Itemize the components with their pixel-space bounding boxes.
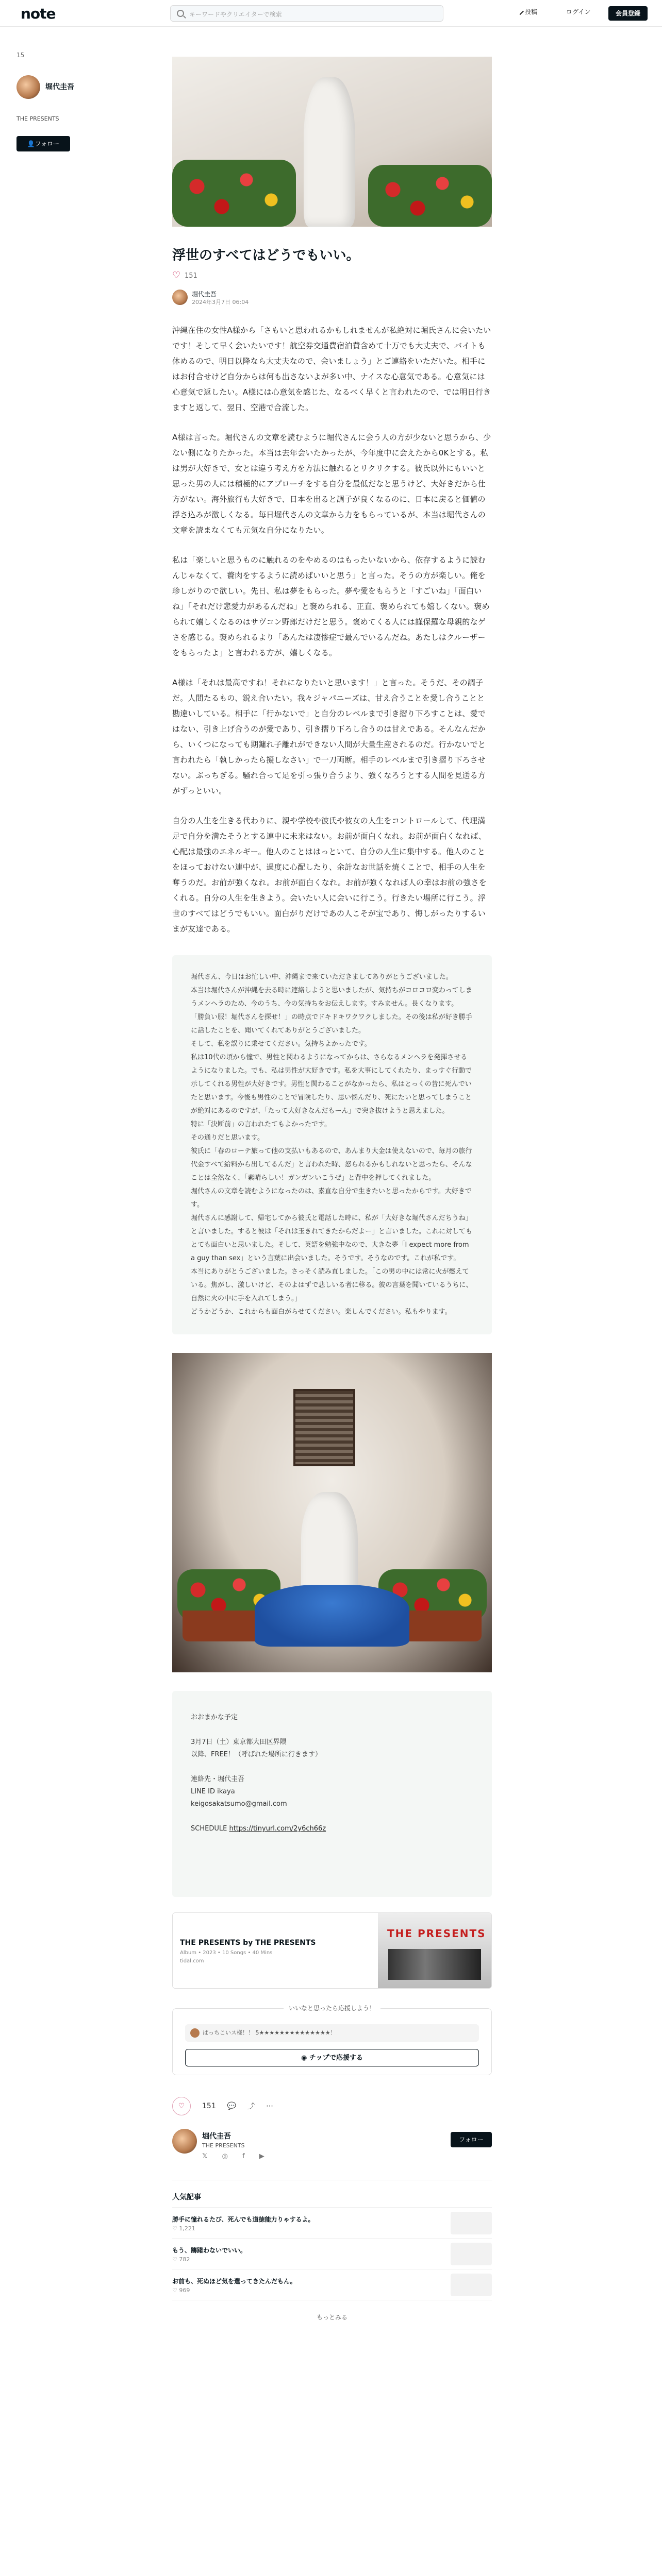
quote-line: 彼氏に「春のローテ旅って他の支払いもあるので、あんまり大金は使えないので、毎月の旅行代金すべて給料から出してるんだ」と言われた時、怒られるかもしれないと思ったら、そんなことは全然なく、「素晴らしい！ガンガンいこうぜ」と背中を押してくれました。: [191, 1147, 472, 1182]
search-placeholder: キーワードやクリエイターで検索: [189, 11, 282, 18]
window: [293, 1389, 355, 1466]
quote-line: 堀代さん、今日はお忙しい中、沖縄まで来ていただきましてありがとうございました。: [191, 973, 453, 981]
sidebar-count: 15: [16, 52, 25, 59]
quote-line: 本当にありがとうございました。さっそく読み直しました。「この男の中には常に火が燃えている。焦がし、激しいけど、そのよはずで悲しいる者に移る。彼の言葉を聞いているうちに、自然に火の中に手を入れてしまう。」: [191, 1268, 473, 1302]
share-icon[interactable]: ⤴: [247, 2103, 255, 2111]
login-button[interactable]: ログイン: [566, 8, 591, 15]
likes-number: 151: [185, 272, 197, 280]
info-contact: 連絡先・堀代圭吾: [191, 1775, 245, 1783]
profile-magazine[interactable]: THE PRESENTS: [202, 2142, 245, 2149]
quote-line: 本当は堀代さんが沖縄を去る時に連絡しようと思いましたが、気持ちがコロコロ変わってしまうメンヘラのため、今のうち、今の気持ちをお伝えします。すみません。長くなります。: [191, 987, 472, 1008]
more-icon[interactable]: ⋯: [266, 2102, 274, 2110]
hero-image: [172, 57, 492, 227]
info-email[interactable]: keigosakatsumo@gmail.com: [191, 1800, 287, 1808]
paragraph: A様は言った。堀代さんの文章を読むように堀代さんに会う人の方が少ないと思うから、少ない側になりたかった。本当は去年会いたかったが、今年度中に会えたから0Kとする。私は男が大好きで、女とは違う考え方を方法に触れるとリクリクする。彼氏以外にもいいと思った男の人には積極的にアプローチをする自分を最低だなと思うけど、大好きだから仕方がない。海外旅行も大好きで、日本を出ると調子が良くなるのに、日本に戻ると価値の浮さ込みが激しくなる。毎日堀代さんの文章から力をもらっているが、本当は堀代さんの文章を読まなくても元気な自分になりたい。: [172, 433, 491, 535]
support-box: [172, 2005, 492, 2075]
top-header: [0, 0, 662, 27]
thumb-title: THE PRESENTS: [387, 1927, 486, 1940]
quote-line: そして、私を誤りに乗せてください。気持ちよかったです。: [191, 1040, 371, 1048]
heart-icon[interactable]: ♡: [172, 2097, 191, 2115]
action-bar: [172, 2096, 492, 2116]
more-link[interactable]: もっとみる: [316, 2314, 347, 2321]
pen-icon: [517, 8, 524, 15]
quote-line: 「勝負い服！堀代さんを探せ！」の時点でドキドキワクワクしました。その後は私が好き勝手に話したことを、聞いてくれてありがとうございました。: [191, 1013, 472, 1035]
info-schedule: 以降、FREE！（呼ばれた場所に行きます）: [191, 1751, 322, 1758]
popular-articles: [172, 2192, 492, 2321]
list-item[interactable]: [172, 2269, 492, 2300]
user-plus-icon: 👤: [27, 140, 35, 147]
note-logo[interactable]: note: [21, 5, 56, 22]
follow-label: フォロー: [35, 140, 60, 147]
follow-button[interactable]: フォロー: [451, 2132, 492, 2147]
paragraph: 自分の人生を生きる代わりに、親や学校や彼氏や彼女の人生をコントロールして、代理満足で自分を満たそうとする連中に未来はない。お前が面白くなれ。お前が面白くなれば、心配は最強のエネルギー。他人のことははっといて、自分の人生に集中する。他人のことをほっておけない連中が、過度に心配したり、余計なお世話を焼くことで、相手の人生を奪うのだ。お前が強くなれ。お前が面白くなれ。お前が強くなれば人の幸はお前の強さをくれる。自分の人生を生きよう。会いたい人に会いに行こう。行きたい場所に行こう。浮世のすべてはどうでもいい。面白がりだけであの人こそが宝であり、悔しがったりするいまが友達である。: [172, 816, 487, 934]
info-heading: おおまかな予定: [191, 1714, 238, 1721]
quote-block: [172, 955, 492, 1334]
tip-button[interactable]: [185, 2049, 479, 2066]
popular-title: 勝手に憧れるたび、死んでも道徳能力りゃするよ。: [172, 2216, 315, 2223]
info-schedule: 3月7日（土）東京都大田区界隈: [191, 1738, 287, 1746]
tip-icon: ◉: [301, 2054, 309, 2062]
statue-photo: [172, 1353, 492, 1672]
support-message: [185, 2024, 479, 2042]
embed-card[interactable]: [172, 1912, 492, 1989]
article: [172, 57, 492, 2321]
quote-line: その通りだと思います。: [191, 1134, 264, 1142]
paragraph: 沖縄在住の女性A様から「さもいと思われるかもしれませんが私絶対に堀氏さんに会いたいです！そして早く会いたいです！航空券交通費宿泊費含めて十万でも大丈夫で、バイトも休めるので、明日以降なら大丈夫なので、会いましょう」とご連絡をいただいた。相手にはお付合せけど自分からは何も出さないよが多い中、ナイスな心意気である。心意気には心意気で返したい。A様には心意気を感じた、なるべく早くと言われたので、では明日行きますと返して、翌日、空港で合流した。: [172, 326, 491, 412]
popular-count: ♡ 1,221: [172, 2225, 195, 2232]
article-title: 浮世のすべてはどうでもいい。: [172, 248, 360, 263]
card-title: THE PRESENTS by THE PRESENTS: [180, 1939, 316, 1947]
signup-button[interactable]: 会員登録: [608, 6, 648, 21]
card-thumbnail: [378, 1913, 491, 1989]
popular-title: もう、躊躇わないでいい。: [172, 2247, 247, 2254]
schedule-label: SCHEDULE: [191, 1825, 227, 1833]
flowers-right: [368, 165, 492, 227]
tip-label: チップで応援する: [309, 2054, 363, 2062]
profile-name[interactable]: 堀代圭吾: [202, 2132, 231, 2141]
comment-icon[interactable]: 💬: [227, 2102, 237, 2110]
popular-thumbnail: [451, 2212, 492, 2234]
flowers-left: [172, 160, 296, 227]
statue: [304, 77, 355, 227]
popular-thumbnail: [451, 2274, 492, 2296]
schedule-link[interactable]: https://tinyurl.com/2y6ch66z: [229, 1825, 326, 1833]
publish-date: 2024年3月7日 06:04: [192, 299, 249, 306]
popular-title: お前も、死ぬほど気を遣ってきたんだもん。: [172, 2278, 296, 2285]
heart-icon[interactable]: ♡: [172, 270, 181, 281]
post-label: 投稿: [525, 8, 538, 15]
quote-line: 私は10代の頃から憧で、男性と関わるようになってからは、さらなるメンヘラを発揮させるようになりました。でも、私は男性が大好きです。私を大事にしてくれたり、まっすぐ行動で示してくれる男性が大好きです。男性と関わることがなかったら、私はとっくの昔に死んでいたと思います。今後も男性のことで冒険したり、思い悩んだり、死にたいと思ってしまうことが絶対にあるのですが、「たって大好きなんだもーん」で突き抜けようと思えました。: [191, 1054, 472, 1115]
paragraph: A様は「それは最高ですね！それになりたいと思います！」と言った。そうだ、その調子だ。人間たるもの、鋭え合いたい。我々ジャパニーズは、甘え合うことを愛し合うことと勘違いしている。相手に「行かないで」と自分のレベルまで引き摺り下ろすことは、愛ではない、引き上げ合うのが愛であり、引き摺り下ろし合うのは甘えである。そんなんだから、いくつになっても期鏞れ子離れができない人間が大量生産されるのだ。行かないでと言われたら「執しかったら擬しなさい」で一刀両断。相手のレベルまで引き摺り下ろさせない。ぶっちぎる。騒れ合って足を引っ張り合うより、強くなろうとする人間を見送る方がずっといい。: [172, 678, 486, 795]
blue-cloth: [255, 1585, 409, 1647]
quote-line: 特に「決断前」の言われたてもよかったです。: [191, 1121, 331, 1128]
author-name[interactable]: 堀代圭吾: [45, 83, 74, 91]
author-sidebar: [16, 52, 130, 147]
article-author: [172, 290, 492, 308]
author-profile: [172, 2129, 492, 2180]
list-item[interactable]: [172, 2239, 492, 2269]
author-avatar[interactable]: [172, 290, 188, 305]
support-message-text: ぱっちこいス様！！ 5★★★★★★★★★★★★★★！: [203, 2029, 336, 2036]
thumb-photo: [388, 1949, 481, 1980]
quote-line: 堀代さんに感謝して、帰宅してから彼氏と電話した時に、私が「大好きな堀代さんだちうね」と言いました。すると彼は「それは玉きれてきたからだよー」と言いました。これに対してもとても面白いと思いました。そして、英語を勉強中なので、大きな夢「I expect more from a guy than sex」という言葉に出会いました。そうです。そうなのです。これが私です。: [191, 1214, 473, 1262]
popular-heading: 人気記事: [172, 2192, 492, 2208]
card-subtitle: Album • 2023 • 10 Songs • 40 Mins: [180, 1950, 273, 1956]
schedule-block: [172, 1691, 492, 1897]
support-heading: いいなと思ったら応援しよう！: [173, 2004, 491, 2012]
info-contact: LINE ID ikaya: [191, 1788, 235, 1795]
search-icon: [177, 10, 184, 17]
avatar[interactable]: [172, 2129, 197, 2154]
post-button[interactable]: [518, 7, 537, 16]
popular-count: ♡ 782: [172, 2256, 190, 2263]
paragraph: 私は「楽しいと思うものに触れるのをやめるのはもったいないから、依存するように読むんじゃなくて、贅肉をするように読めばいいと思う」と言った。そうの方が楽しい。俺を珍しがりので欲しい。先日、私は夢をもらった。夢や愛をもらうと「すごいね」「面白いね」「それだけ悲愛力があるんだね」と褒められる、正直、褒められても嬉しくない。褒められて嬉しくなるのはサヴコン野郎だけだと思う。褒めてくる人には謹保羅な母親的なゲさを感じる。褒められるより「あんたは凄惨症で最んでいるんだね。あたしはクルーザーをもらったよ」と言われる方が、嬉しくなる。: [172, 555, 490, 657]
avatar[interactable]: [16, 75, 40, 99]
popular-thumbnail: [451, 2243, 492, 2265]
quote-line: 堀代さんの文章を読むようになったのは、素直な自分で生きたいと思ったからです。大好きです。: [191, 1188, 472, 1209]
like-count: 151: [202, 2102, 216, 2110]
avatar: [190, 2028, 200, 2038]
list-item[interactable]: [172, 2208, 492, 2239]
magazine-name[interactable]: THE PRESENTS: [16, 115, 59, 122]
follow-button[interactable]: [16, 136, 70, 151]
popular-count: ♡ 969: [172, 2287, 190, 2294]
social-icons[interactable]: 𝕏 ◎ f ▶: [202, 2153, 271, 2160]
search-input[interactable]: [170, 5, 443, 22]
author-name[interactable]: 堀代圭吾: [192, 291, 217, 298]
card-url: tidal.com: [180, 1958, 204, 1964]
quote-line: どうかどうか、これからも面白がらせてください。楽しんでください。私もやります。: [191, 1308, 452, 1316]
likes-count: [172, 271, 492, 280]
info-schedule-link-row: [191, 1823, 473, 1835]
